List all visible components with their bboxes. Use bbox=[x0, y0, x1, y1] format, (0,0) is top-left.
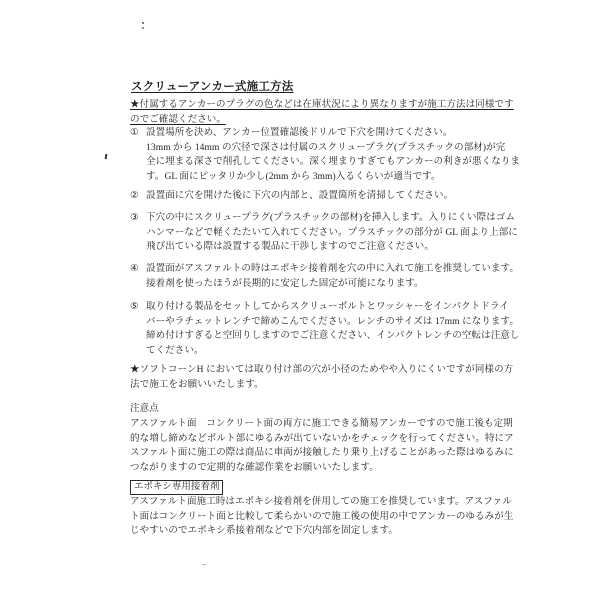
softcone-note bbox=[130, 363, 513, 392]
step-lines bbox=[146, 300, 520, 358]
step-line: 設置場所を決め、アンカー位置確認後ドリルで下穴を開けてください。 bbox=[146, 128, 453, 138]
epoxy-paragraph bbox=[130, 495, 513, 539]
step-line: 設置面に穴を開けた後に下穴の内部と、設置箇所を清掃してください。 bbox=[146, 191, 454, 201]
softcone-note-line: ★ソフトコーンH においては取り付け部の穴が小径のためやや入りにくいですが同様の方 bbox=[130, 365, 514, 375]
scan-speck-left-margin bbox=[105, 154, 108, 159]
caution-section bbox=[130, 402, 159, 417]
top-note-line: ★付属するアンカーのプラグの色などは在庫状況により異なりますが施工方法は同様です bbox=[130, 100, 514, 110]
epoxy-line: アスファルト面施工時はエポキシ接着剤を併用しての施工を推奨しています。アスファル bbox=[130, 497, 513, 507]
step-item-5 bbox=[130, 300, 520, 358]
caution-line: つながりますので定期的な確認作業をお願いいたします。 bbox=[130, 462, 379, 473]
step-number: ② bbox=[130, 191, 139, 201]
softcone-note-line: 法で施工をお願いいたします。 bbox=[130, 379, 264, 390]
scan-speck-bottom bbox=[202, 564, 207, 565]
step-line: 締め付けすぎると空回りしますのでご注意ください、インパクトレンチの空転は注意し bbox=[146, 331, 520, 341]
epoxy-section bbox=[130, 476, 223, 495]
caution-heading: 注意点 bbox=[130, 404, 159, 414]
step-lines bbox=[146, 126, 520, 184]
step-line: バーやラチェットレンチで締めこんでください。レンチのサイズは 17mm になります。 bbox=[146, 316, 519, 327]
step-line: 下穴の中にスクリュープラグ(プラスチックの部材)を挿入します。入りにくい際はゴム bbox=[146, 213, 516, 223]
caution-line: アスファルト面 コンクリート面の両方に施工できる簡易アンカーですので施工後も定期 bbox=[130, 419, 513, 429]
step-number: ① bbox=[130, 128, 139, 138]
epoxy-line: ト面はコンクリート面と比較して柔らかいので施工後の使用の中でアンカーのゆるみが生 bbox=[130, 511, 514, 522]
step-line: ハンマーなどで軽くたたいて入れてください。プラスチックの部分が GL 面より上部に bbox=[146, 227, 518, 238]
epoxy-line: じやすいのでエポキシ系接着剤などで下穴内部を固定します。 bbox=[130, 526, 398, 536]
page-title: スクリューアンカー式施工方法 bbox=[131, 81, 294, 93]
step-item-2 bbox=[130, 189, 453, 204]
caution-line: スファルト面に施工の際は商品に車両が接触したり乗り上げることがあった際はゆるみに bbox=[130, 448, 514, 458]
top-note-line: のでご確認ください。 bbox=[130, 114, 227, 125]
step-lines bbox=[146, 189, 453, 204]
step-item-4 bbox=[130, 262, 519, 291]
step-line: 接着剤を使ったほうが長期的に安定した固定が可能になります。 bbox=[146, 278, 424, 289]
caution-line: 的な増し締めなどボルト部にゆるみが出ていないかをチェックを行ってください。特にア bbox=[130, 433, 514, 444]
top-note bbox=[130, 98, 514, 127]
step-line: 13mm から 14mm の穴径で深さは付属のスクリュープラグ(プラスチックの部材)が完 bbox=[146, 142, 506, 153]
caution-paragraph bbox=[130, 417, 514, 475]
step-lines bbox=[146, 262, 519, 291]
scan-speck-top bbox=[142, 22, 144, 24]
step-line: てください。 bbox=[146, 345, 204, 356]
step-item-1 bbox=[130, 126, 520, 184]
step-number: ③ bbox=[130, 213, 139, 223]
step-line: 飛び出ている際は設置する製品に干渉しますのでご注意ください。 bbox=[146, 242, 435, 252]
epoxy-box-label: エポキシ専用接着剤 bbox=[130, 480, 223, 495]
step-item-3 bbox=[130, 211, 518, 255]
step-number: ④ bbox=[130, 264, 139, 274]
step-lines bbox=[146, 211, 518, 255]
step-line: 取り付ける製品をセットしてからスクリューボルトとワッシャーをインパクトドライ bbox=[146, 302, 509, 312]
step-line: 全に埋まる深さで削孔してください。深く埋まりすぎてもアンカーの利きが悪くなりま bbox=[146, 157, 521, 167]
step-line: 設置面がアスファルトの時はエポキシ接着剤を穴の中に入れて施工を推奨しています。 bbox=[146, 264, 519, 274]
step-number: ⑤ bbox=[130, 302, 139, 312]
step-line: す。GL 面にピッタリか少し(2mm から 3mm)入るくらいが適当です。 bbox=[146, 171, 441, 182]
